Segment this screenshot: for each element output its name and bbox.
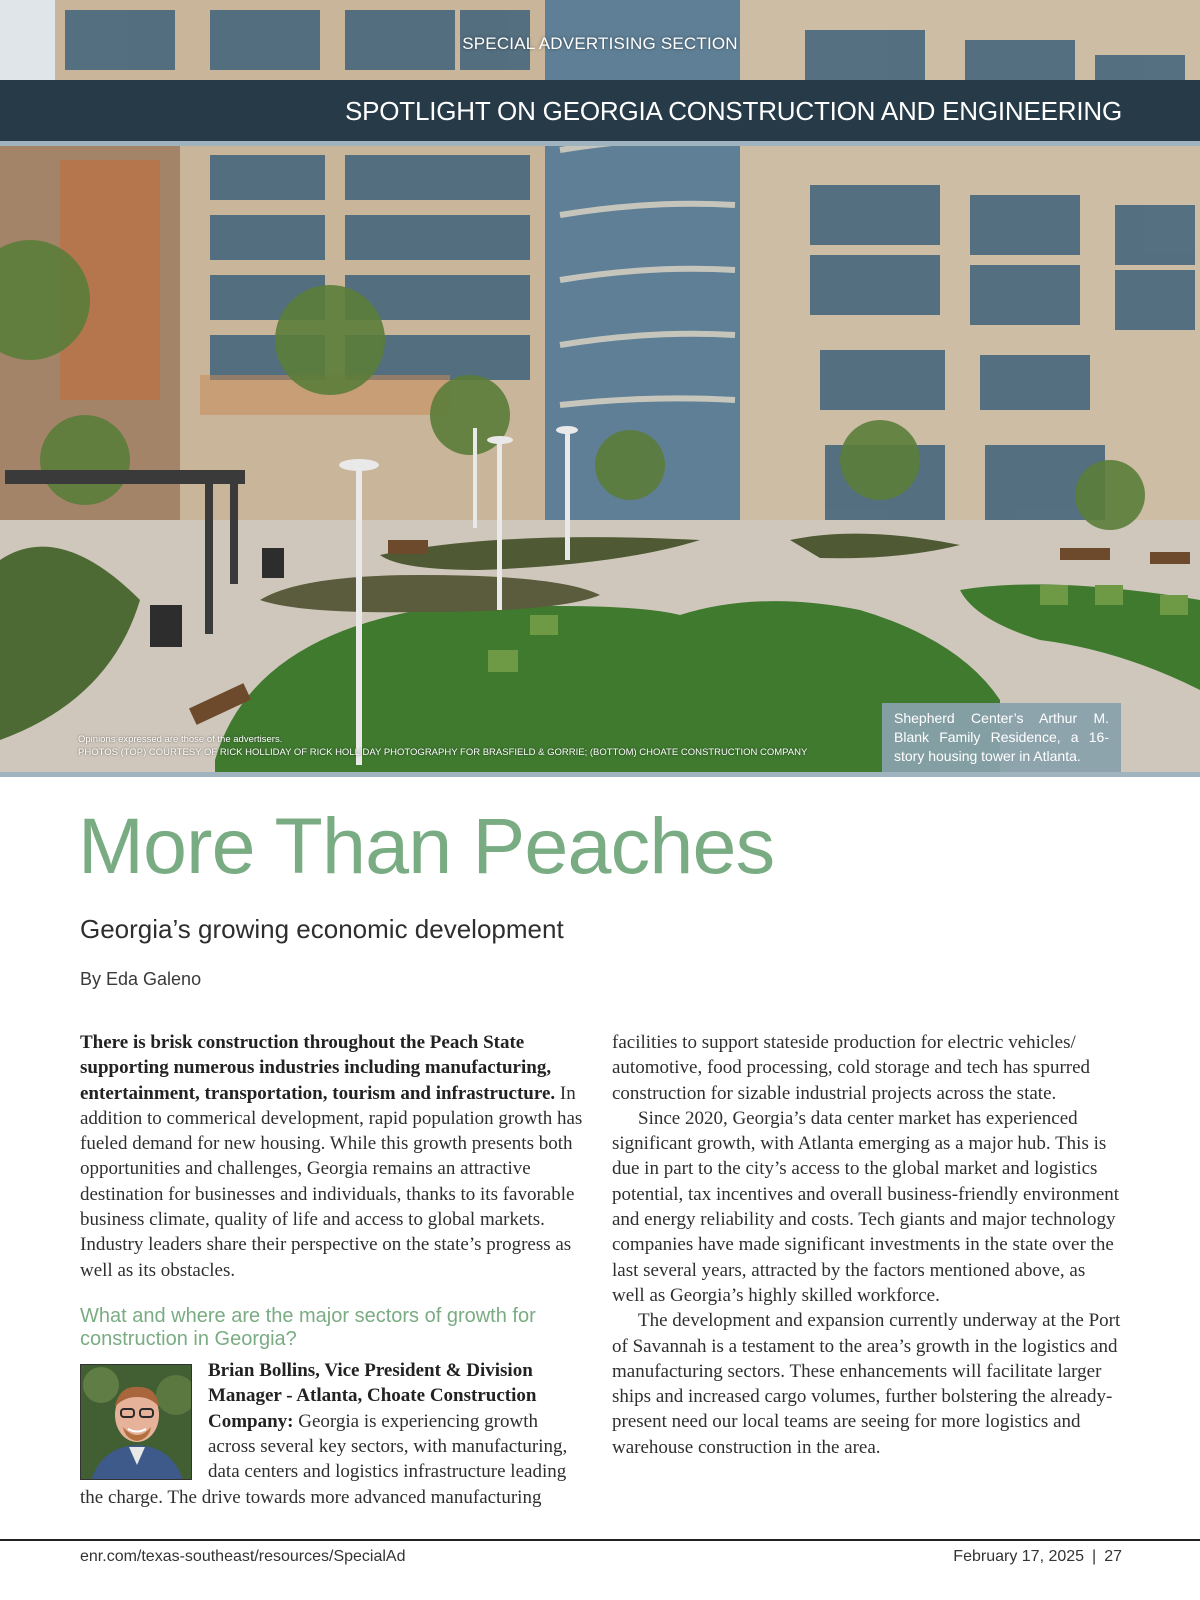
page-number: 27	[1104, 1548, 1122, 1565]
photo-credits	[78, 733, 807, 759]
spotlight-title: SPOTLIGHT ON GEORGIA CONSTRUCTION AND ENGINEERING	[344, 96, 1122, 126]
special-advertising-label: SPECIAL ADVERTISING SECTION	[462, 34, 738, 53]
hero-divider	[0, 772, 1200, 777]
right-paragraph-3: The development and expansion currently underway at the Port of Savannah is a testament to the area’s growth in the logistics and manufacturing sectors. These enhancements will facilitate larger ships and increased cargo volumes, further bolstering the already-present need our local teams are seeing for more logistics and warehouse construction in the area.	[612, 1310, 1121, 1458]
portrait-photo	[81, 1365, 192, 1480]
article-byline: By Eda Galeno	[80, 969, 202, 989]
intro-paragraph	[80, 1030, 583, 1283]
footer-separator: |	[1092, 1548, 1097, 1565]
speaker-portrait	[80, 1364, 192, 1480]
spotlight-band	[0, 80, 1200, 146]
footer-url-link[interactable]: enr.com/texas-southeast/resources/SpecialAd	[80, 1548, 406, 1565]
right-column	[612, 1030, 1122, 1460]
right-paragraph-2: Since 2020, Georgia’s data center market has experienced significant growth, with Atlanta emerging as a major hub. This is due in part to the city’s access to the global market and logistics potential, tax incentives and overall business-friendly environment and energy reliability and costs. Tech giants and major technology companies have made significant investments in the state over the last several years, attracted by the factors mentioned above, as well as Georgia’s highly skilled workforce.	[612, 1107, 1120, 1306]
section-question: What and where are the major sectors of growth for construction in Georgia?	[80, 1305, 536, 1350]
intro-lead-bold: There is brisk construction throughout the Peach State supporting numerous industries including manufacturing, entertainment, transportation, tourism and infrastructure.	[80, 1032, 556, 1104]
speaker-name: Brian Bollins, Vice President & Division Manager - Atlanta, Choate Construction Company:	[208, 1360, 537, 1432]
right-paragraph-1: facilities to support stateside production for electric vehicles/ automotive, food processing, cold storage and tech has spurred construction for sizable industrial projects across the state.	[612, 1032, 1091, 1104]
speaker-answer-text: Georgia is experiencing growth across several key sectors, with manufacturing, data centers and logistics infrastructure leading	[208, 1410, 568, 1483]
speaker-answer	[208, 1358, 580, 1484]
article-headline: More Than Peaches	[78, 801, 775, 890]
disclaimer-text: Opinions expressed are those of the advertisers.	[78, 734, 283, 745]
article-subhead: Georgia’s growing economic development	[80, 914, 564, 944]
photo-caption: Shepherd Center’s Arthur M. Blank Family Residence, a 16-story housing tower in Atlanta.	[882, 703, 1121, 772]
speaker-answer-continued: the charge. The drive towards more advanced manufacturing	[80, 1487, 542, 1508]
hero-photo	[0, 0, 1200, 772]
footer-date: February 17, 2025	[953, 1548, 1085, 1565]
photo-credit-text: PHOTOS (TOP) COURTESY OF RICK HOLLIDAY OF RICK HOLLIDAY PHOTOGRAPHY FOR BRASFIELD & GORRIE; (BOTTOM) CHOATE CONSTRUCTION COMPANY	[78, 747, 808, 758]
intro-body-text: In addition to commerical development, rapid population growth has fueled demand for new housing. While this growth presents both opportunities and challenges, Georgia remains an attractive destination for businesses and individuals, thanks to its favorable business climate, quality of life and access to global markets. Industry leaders share their perspective on the state’s progress as well as its obstacles.	[80, 1082, 583, 1281]
footer-date-page	[953, 1548, 1122, 1566]
footer-divider	[0, 1539, 1200, 1541]
left-column	[80, 1030, 583, 1283]
